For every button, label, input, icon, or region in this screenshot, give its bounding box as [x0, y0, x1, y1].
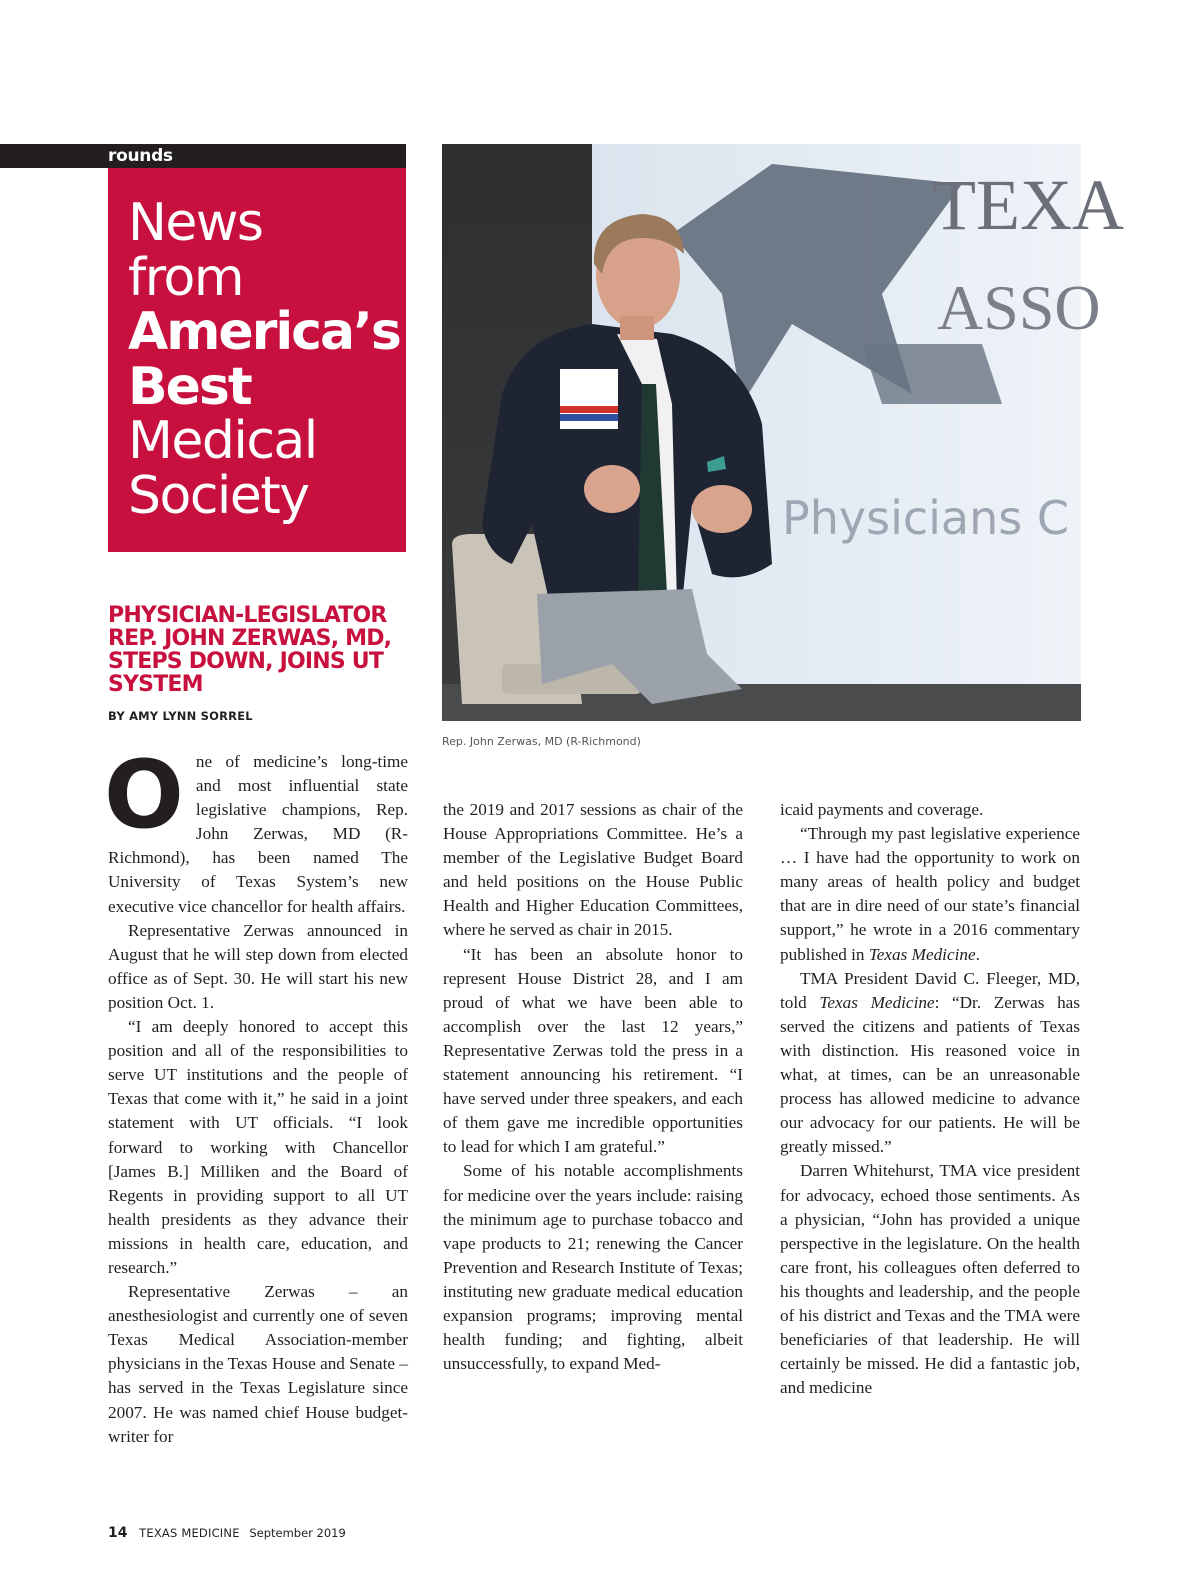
headline-line: News: [128, 193, 263, 253]
headline-line: Society: [128, 465, 309, 526]
photo-illustration: [442, 144, 1124, 721]
screen-text: Physicians C: [782, 491, 1069, 545]
publication-name: Texas Medicine: [868, 944, 976, 964]
byline: BY AMY LYNN SORREL: [108, 709, 253, 723]
person-hand-left: [584, 465, 640, 513]
photo-caption: Rep. John Zerwas, MD (R-Richmond): [442, 735, 641, 748]
paragraph: “I am deeply honored to accept this position and all of the responsibilities to serve UT institutions and the people of Texas that come with it,” he said in a joint statement with UT officials. “I look forward to working with Chancellor [James B.] Milliken and the Board of Regents in providing support to all UT health presidents as they advance their missions in health care, education, and research.”: [108, 1017, 408, 1277]
paragraph: icaid payments and coverage.: [780, 800, 984, 819]
headline-line: Medical: [128, 411, 317, 471]
drop-cap: O: [104, 741, 184, 850]
headline-line: America’s: [128, 302, 400, 362]
paragraph-text: ne of medicine’s long-time and most influential state legislative champions, Rep. John Zerwas, MD (R-Richmond), has been named The University of Texas System’s new executive vice chancellor for health affairs.: [108, 752, 408, 916]
screen-text: TEXA: [932, 165, 1124, 245]
text-column-2: [443, 798, 743, 1376]
paragraph: [780, 822, 1080, 967]
page-number: 14: [108, 1525, 128, 1541]
publication-name: Texas Medicine: [819, 992, 935, 1012]
text-column-1: [104, 741, 408, 1449]
article-photo: [442, 144, 1124, 721]
person-hand-right: [692, 485, 752, 533]
paragraph: Darren Whitehurst, TMA vice president for advocacy, echoed those sentiments. As a physician, “John has provided a unique perspective in the legislature. On the health care front, his colleagues often deferred to his thoughts and leadership, and the people of his district and Texas and the TMA were beneficiaries of that leadership. He will certainly be missed. He did a fantastic job, and medicine: [780, 1161, 1080, 1398]
headline-line: Best: [128, 356, 251, 417]
issue-date: September 2019: [249, 1526, 346, 1540]
paragraph: the 2019 and 2017 sessions as chair of the House Appropriations Committee. He’s a member of the Legislative Budget Board and held positions on the House Public Health and Higher Education Committees, where he served as chair in 2015.: [443, 800, 743, 940]
article-title: PHYSICIAN-LEGISLATOR REP. JOHN ZERWAS, MD, STEPS DOWN, JOINS UT SYSTEM: [108, 603, 392, 697]
paragraph: Representative Zerwas announced in August that he will step down from elected office as of Sept. 30. He will start his new position Oct. 1.: [108, 920, 408, 1012]
person-neck: [620, 316, 654, 340]
section-label: rounds: [108, 146, 173, 166]
screen-text: ASSO: [937, 272, 1101, 343]
badge-stripe: [560, 406, 618, 413]
paragraph: Some of his notable accomplishments for medicine over the years include: raising the minimum age to purchase tobacco and vape products to 21; renewing the Cancer Prevention and Research Institute of Texas; instituting new graduate medical education expansion programs; improving mental health funding; and fighting, albeit unsuccessfully, to expand Med-: [443, 1161, 743, 1374]
paragraph-text: TMA President David C. Fleeger, MD, told: [780, 968, 1080, 1012]
section-bar: [0, 144, 406, 168]
paragraph: [780, 967, 1080, 1160]
paragraph-text: : “Dr. Zerwas has served the citizens and patients of Texas with distinction. His reasoned voice in what, at times, can be an unreasonable process has allowed medicine to advance our advocacy for our patients. He will be greatly missed.”: [780, 992, 1080, 1157]
page-footer: [108, 1525, 346, 1541]
paragraph-text: .: [975, 944, 980, 964]
paragraph: [104, 741, 408, 919]
star-shape: [862, 344, 1002, 404]
paragraph: Representative Zerwas – an anesthesiologist and currently one of seven Texas Medical Association-member physicians in the Texas House and Senate – has served in the Texas Legislature since 2007. He was named chief House budget-writer for: [108, 1282, 408, 1446]
headline-line: from: [128, 247, 244, 308]
headline: [128, 193, 400, 526]
badge-stripe: [560, 414, 618, 421]
publication-title: TEXAS MEDICINE: [139, 1526, 240, 1540]
paragraph-text: “Through my past legislative experience … I have had the opportunity to work on many areas of health policy and budget that are in dire need of our state’s financial support,” he wrote in a 2016 commentary published in: [780, 824, 1080, 964]
paragraph: “It has been an absolute honor to represent House District 28, and I am proud of what we have been able to accomplish over the last 12 years,” Representative Zerwas told the press in a statement announcing his retirement. “I have served under three speakers, and each of them gave me incredible opportunities to lead for which I am grateful.”: [443, 944, 743, 1157]
text-column-3: [780, 798, 1080, 1400]
